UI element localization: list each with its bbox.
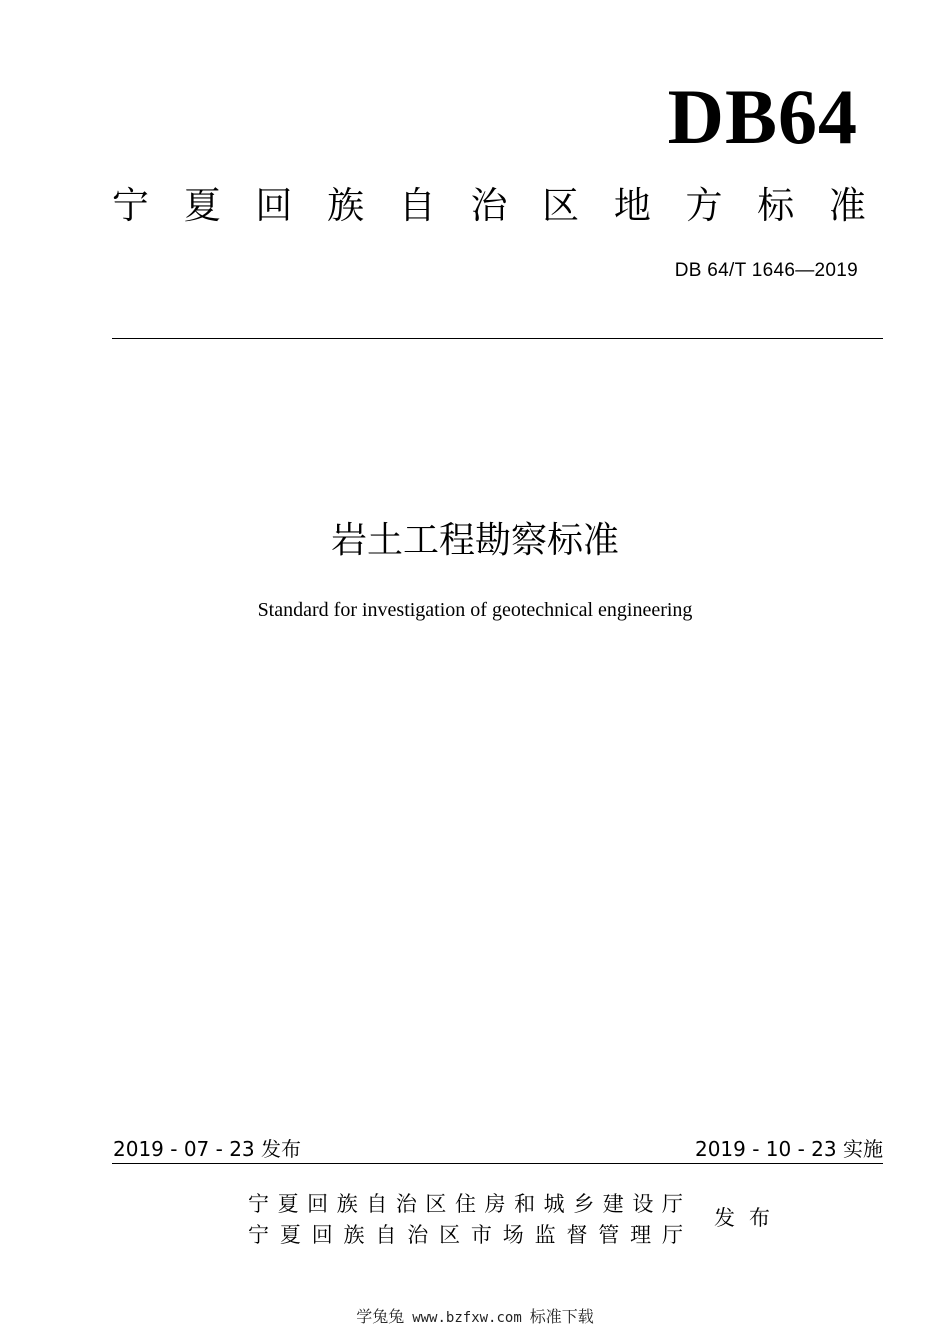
heading-char: 宁	[112, 184, 149, 227]
heading-char: 地	[613, 184, 651, 227]
issue-action-label: 发布	[714, 1206, 784, 1230]
heading-char: 监	[534, 1223, 556, 1247]
heading-char: 族	[327, 184, 365, 227]
heading-char: 宁	[248, 1223, 269, 1247]
heading-char: 自	[398, 184, 436, 227]
heading-char: 自	[375, 1223, 397, 1247]
heading-char: 城	[543, 1192, 565, 1216]
watermark-suffix: 标准下载	[529, 1307, 594, 1326]
issuer-market-regulation-department	[248, 1225, 683, 1246]
footer-watermark	[0, 1304, 950, 1327]
heading-char: 治	[470, 184, 508, 227]
heading-char: 回	[255, 184, 293, 227]
heading-char: 管	[598, 1223, 620, 1247]
heading-char: 区	[425, 1192, 447, 1216]
document-title-english: Standard for investigation of geotechnical engineering	[257, 599, 693, 621]
heading-char: 厅	[661, 1223, 683, 1247]
heading-char: 治	[407, 1223, 429, 1247]
heading-char: 市	[470, 1223, 492, 1247]
top-divider	[112, 338, 883, 339]
heading-char: 回	[307, 1192, 329, 1216]
heading-char: 自	[366, 1192, 388, 1216]
heading-char: 场	[502, 1223, 524, 1247]
heading-char: 建	[602, 1192, 624, 1216]
watermark-url[interactable]: www.bzfxw.com	[412, 1310, 522, 1326]
standard-code-mark: DB64	[667, 73, 858, 160]
document-title-chinese: 岩土工程勘察标准	[330, 520, 619, 561]
heading-char: 住	[454, 1192, 476, 1216]
heading-char: 宁	[248, 1192, 269, 1216]
heading-char: 标	[757, 184, 795, 227]
heading-char: 乡	[573, 1192, 595, 1216]
issue-date: 2019 - 07 - 23 发布	[113, 1137, 302, 1161]
heading-char: 准	[828, 184, 866, 227]
heading-char: 区	[542, 184, 580, 227]
standard-type-heading	[112, 184, 866, 227]
heading-char: 夏	[277, 1192, 299, 1216]
heading-char: 族	[343, 1223, 365, 1247]
heading-char: 和	[514, 1192, 536, 1216]
standard-number: DB 64/T 1646—2019	[674, 260, 858, 281]
heading-char: 厅	[661, 1192, 683, 1216]
heading-char: 夏	[279, 1223, 301, 1247]
bottom-divider	[112, 1163, 883, 1164]
heading-char: 治	[395, 1192, 417, 1216]
implementation-date: 2019 - 10 - 23 实施	[694, 1137, 883, 1161]
heading-char: 理	[630, 1223, 652, 1247]
heading-char: 房	[484, 1192, 506, 1216]
heading-char: 回	[311, 1223, 333, 1247]
heading-char: 区	[439, 1223, 461, 1247]
heading-char: 夏	[183, 184, 221, 227]
heading-char: 督	[566, 1223, 588, 1247]
heading-char: 方	[685, 184, 723, 227]
heading-char: 族	[336, 1192, 358, 1216]
issuer-housing-department	[248, 1194, 683, 1215]
watermark-prefix: 学兔兔	[356, 1307, 405, 1326]
heading-char: 设	[632, 1192, 654, 1216]
